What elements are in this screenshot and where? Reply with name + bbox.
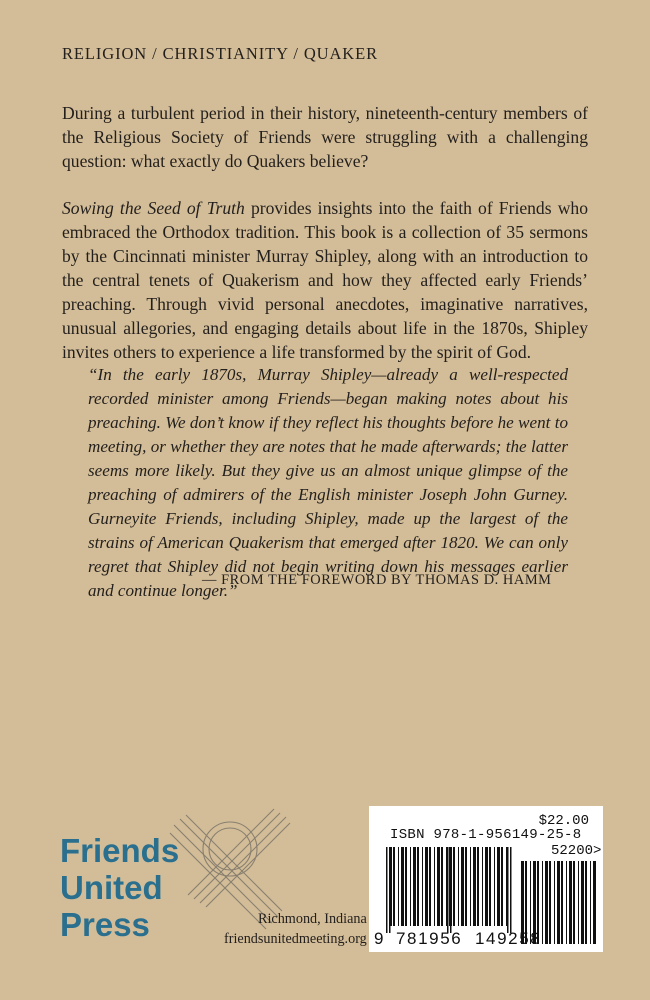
category-label: RELIGION / CHRISTIANITY / QUAKER bbox=[62, 44, 378, 63]
publisher-address bbox=[224, 909, 367, 949]
price-label: $22.00 bbox=[538, 813, 589, 829]
publisher-name-line3: Press bbox=[60, 906, 150, 943]
barcode-digit-first: 9 bbox=[374, 929, 384, 948]
isbn-label: ISBN 978-1-956149-25-8 bbox=[390, 827, 582, 843]
foreword-quote: “In the early 1870s, Murray Shipley—already a well-respected recorded minister among Friends—began making notes about his preaching. We don’t know if they reflect his thoughts before he went to meeting, or whether they are notes that he made afterwards; the latter seems more likely. But they give us an almost unique glimpse of the preaching of admirers of the English minister Joseph John Gurney. Gurneyite Friends, including Shipley, made up the largest of the strains of American Quakerism that emerged after 1820. We can only regret that Shipley did not begin writing down his messages earlier and continue longer.” bbox=[88, 365, 568, 600]
description-paragraph-2 bbox=[62, 196, 588, 364]
price-addon-code: 52200> bbox=[551, 843, 602, 859]
book-title: Sowing the Seed of Truth bbox=[62, 198, 245, 218]
publisher-website: friendsunitedmeeting.org bbox=[224, 931, 367, 947]
barcode-digits-right: 149258 bbox=[475, 929, 542, 948]
description-paragraph-2-text: provides insights into the faith of Friends who embraced the Orthodox tradition. This book is a collection of 35 sermons by the Cincinnati minister Murray Shipley, along with an introduction to the central tenets of Quakerism and how they affected early Friends’ preaching. Through vivid personal anecdotes, imaginative narratives, unusual allegories, and engaging details about life in the 1870s, Shipley invites others to experience a life transformed by the spirit of God. bbox=[62, 198, 589, 362]
publisher-name-line2: United bbox=[60, 869, 163, 906]
publisher-city: Richmond, Indiana bbox=[258, 911, 367, 927]
description-paragraph-1: During a turbulent period in their history, nineteenth-century members of the Religious Society of Friends were struggling with a challenging question: what exactly do Quakers believe? bbox=[62, 103, 588, 171]
barcode-box bbox=[369, 806, 603, 952]
quote-attribution: — FROM THE FOREWORD BY THOMAS D. HAMM bbox=[202, 572, 552, 588]
publisher-name-line1: Friends bbox=[60, 832, 180, 869]
publisher-logo bbox=[60, 832, 179, 943]
barcode-digits-left: 781956 bbox=[396, 929, 463, 948]
